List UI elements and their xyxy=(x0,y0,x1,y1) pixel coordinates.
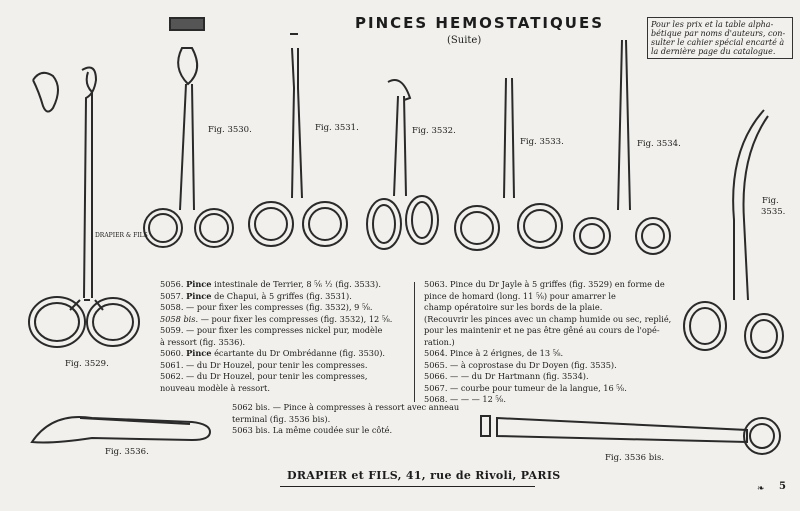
note-line: Pour les prix et la table alpha- xyxy=(651,20,774,29)
catalog-entry: 5067. — courbe pour tumeur de la langue, 16 ⅝. xyxy=(424,382,627,393)
figure-caption: Fig. xyxy=(762,196,779,206)
catalog-entry-cont: terminal (fig. 3536 bis). xyxy=(232,413,331,424)
catalog-note: (Recouvrir les pinces avec un champ humide ou sec, replié, xyxy=(424,313,672,324)
catalog-entry: 5060. Pince écartante du Dr Ombrédanne (fig. 3530). xyxy=(160,348,386,358)
bottom-text xyxy=(232,402,459,437)
catalog-entry-cont: pince de homard (long. 11 ⅝) pour amarrer le xyxy=(424,290,616,301)
right-text-column xyxy=(424,279,674,406)
figure-caption: Fig. 3536. xyxy=(105,447,149,457)
forceps-3533-drawing xyxy=(455,78,562,250)
instrument-engraving-label: DRAPIER xyxy=(627,430,656,437)
forceps-3529-drawing xyxy=(29,68,139,347)
note-line: la dernière page du catalogue. xyxy=(651,47,776,56)
clamp-3536-drawing xyxy=(32,417,210,443)
figure-caption: 3535. xyxy=(761,207,786,217)
forceps-3535-drawing xyxy=(684,110,786,358)
catalog-entry: 5058. — pour fixer les compresses (fig. 3532), 9 ⅝. xyxy=(160,302,373,312)
column-divider xyxy=(414,282,415,402)
catalog-entry: 5063. Pince du Dr Jayle à 5 griffes (fig. 3529) en forme de xyxy=(424,279,665,289)
catalog-entry: 5058 bis. — pour fixer les compresses (fig. 3532), 12 ⅝. xyxy=(160,313,393,324)
catalog-note: pour les maintenir et ne pas être gêné au cours de l'opé- xyxy=(424,325,660,335)
catalog-entry: 5065. — à coprostase du Dr Doyen (fig. 3535). xyxy=(424,359,617,370)
figure-caption: Fig. 3532. xyxy=(412,126,456,136)
figure-caption: Fig. 3534. xyxy=(637,139,681,149)
ornament-icon: ❧ xyxy=(757,484,765,494)
catalog-entry: 5064. Pince à 2 érignes, de 13 ⅝. xyxy=(424,348,564,358)
instrument-engraving-label: DRAPIER & FILS xyxy=(95,232,148,239)
forceps-3531-drawing xyxy=(249,34,347,246)
figure-caption: Fig. 3536 bis. xyxy=(605,453,665,463)
catalog-entry-cont: nouveau modèle à ressort. xyxy=(160,382,270,393)
page-title: PINCES HEMOSTATIQUES xyxy=(355,14,604,32)
catalog-note: ration.) xyxy=(424,336,455,347)
page-subtitle: (Suite) xyxy=(447,35,482,46)
catalog-entry: 5062 bis. — Pince à compresses à ressort avec anneau xyxy=(232,402,460,412)
publisher-footer: DRAPIER et FILS, 41, rue de Rivoli, PARIS xyxy=(287,469,561,482)
catalog-entry: 5059. — pour fixer les compresses nickel pur, modèle xyxy=(160,325,383,335)
footer-rule xyxy=(280,486,535,487)
figure-caption: Fig. 3533. xyxy=(520,137,564,147)
note-line: bétique par noms d'auteurs, con- xyxy=(651,29,786,38)
page-number: 5 xyxy=(779,481,786,492)
catalog-entry: 5056. Pince intestinale de Terrier, 8 ⅚ ½ (fig. 3533). xyxy=(160,279,381,289)
forceps-3532-drawing xyxy=(367,80,438,249)
catalog-entry: 5061. — du Dr Houzel, pour tenir les compresses. xyxy=(160,359,368,370)
note-line: sulter le cahier spécial encarté à xyxy=(651,38,785,47)
catalog-entry: 5062. — du Dr Houzel, pour tenir les compresses, xyxy=(160,371,368,381)
left-text-column xyxy=(160,279,410,394)
catalog-entry: 5066. — — du Dr Hartmann (fig. 3534). xyxy=(424,371,589,381)
catalog-entry: 5068. — — — 12 ⅝. xyxy=(424,394,506,404)
figure-caption: Fig. 3529. xyxy=(65,359,109,369)
catalog-entry-cont: à ressort (fig. 3536). xyxy=(160,336,246,347)
catalog-entry: 5063 bis. La même coudée sur le côté. xyxy=(232,425,393,435)
figure-caption: Fig. 3530. xyxy=(208,125,252,135)
catalog-entry-cont: champ opératoire sur les bords de la plaie. xyxy=(424,302,603,312)
figure-caption: Fig. 3531. xyxy=(315,123,359,133)
catalog-entry: 5057. Pince de Chapui, à 5 griffes (fig. 3531). xyxy=(160,290,352,301)
